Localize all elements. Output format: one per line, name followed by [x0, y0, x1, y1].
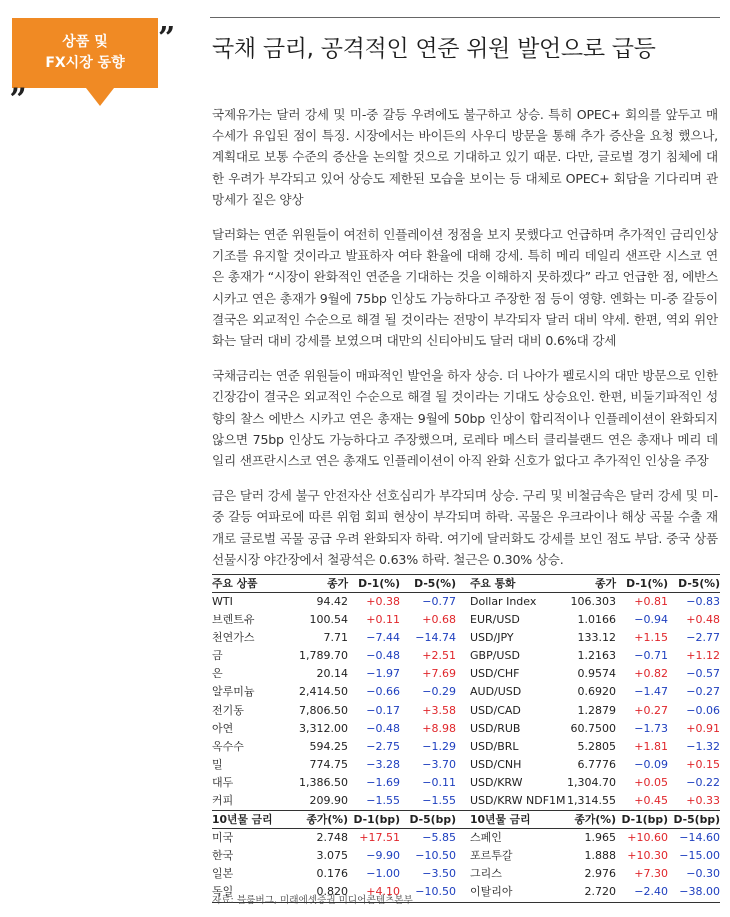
- section-badge: [10, 18, 176, 106]
- article-body: [212, 104, 718, 584]
- table-cell: +0.27: [634, 703, 668, 717]
- paragraph-commodities: 금은 달러 강세 불구 안전자산 선호심리가 부각되며 상승. 구리 및 비철금속은 달러 강세 및 미-중 갈등 여파로에 따른 위험 회피 현상이 부각되며 하락. 곡물은 우크라이나 해상 곡물 수출 재개로 글로벌 곡물 공급 우려 완화되자 하락. 여기에 달러화도 강세를 보인 점도 부담. 중국 상품선물시장 야간장에서 철광석은 0.63% 하락. 철근은 0.30% 상승.: [212, 488, 718, 567]
- table-cell: 3.075: [316, 849, 348, 863]
- table-cell: 브렌트유: [212, 613, 255, 627]
- table-cell: +7.69: [422, 667, 456, 681]
- table-cell: 종가: [327, 577, 348, 590]
- table-cell: +10.60: [627, 831, 668, 845]
- table-cell: 한국: [212, 849, 234, 863]
- badge-line-1: 상품 및: [62, 34, 108, 50]
- table-cell: 종가(%): [574, 813, 616, 827]
- table-cell: +0.11: [366, 613, 400, 627]
- table-cell: D-5(bp): [409, 813, 456, 827]
- table-cell: 미국: [212, 831, 234, 845]
- table-cell: 1,304.70: [567, 775, 616, 789]
- table-cell: −0.22: [686, 775, 720, 789]
- table-cell: +0.91: [686, 721, 720, 735]
- table-cell: 7,806.50: [299, 703, 348, 717]
- table-cell: 주요 통화: [470, 577, 516, 590]
- table-cell: −0.27: [686, 685, 720, 699]
- table-cell: 일본: [212, 867, 234, 881]
- table-cell: −0.77: [422, 595, 456, 608]
- table-cell: 알루미늄: [212, 685, 255, 699]
- table-cell: −0.17: [366, 703, 400, 717]
- table-cell: 2.748: [316, 831, 348, 845]
- table-cell: 100.54: [309, 613, 348, 627]
- table-cell: D-5(bp): [673, 813, 720, 827]
- table-cell: +2.51: [422, 649, 456, 663]
- table-cell: 133.12: [577, 631, 616, 645]
- table-cell: +0.45: [634, 794, 668, 808]
- table-cell: +17.51: [359, 831, 400, 845]
- table-cell: −0.94: [634, 613, 668, 627]
- table-cell: −3.28: [366, 757, 400, 771]
- table-cell: 1.965: [584, 831, 616, 845]
- table-cell: 20.14: [316, 667, 348, 681]
- table-row: [212, 665, 720, 683]
- table-cell: 3,312.00: [299, 721, 348, 735]
- table-cell: 종가(%): [306, 813, 348, 827]
- table-cell: 1.888: [584, 849, 616, 863]
- table-cell: −1.55: [422, 794, 456, 808]
- table-cell: −1.97: [366, 667, 400, 681]
- table-row: [212, 629, 720, 647]
- table-cell: 1.0166: [577, 613, 616, 627]
- table-cell: WTI: [212, 595, 233, 608]
- table-cell: −1.55: [366, 794, 400, 808]
- table-cell: 금: [212, 649, 223, 663]
- table-cell: +10.30: [627, 849, 668, 863]
- table-cell: 5.2805: [577, 739, 616, 753]
- table-cell: 대두: [212, 775, 234, 789]
- table-row: [212, 702, 720, 720]
- table-cell: +1.15: [634, 631, 668, 645]
- table-cell: +1.12: [686, 649, 720, 663]
- table-cell: +0.82: [634, 667, 668, 681]
- table-cell: D-1(%): [358, 577, 400, 590]
- table-cell: 이탈리아: [470, 885, 513, 899]
- table-cell: −1.32: [686, 739, 720, 753]
- table-cell: −0.11: [422, 775, 456, 789]
- bond-header-row: [212, 810, 720, 829]
- table-cell: 은: [212, 667, 223, 681]
- table-cell: +0.81: [634, 595, 668, 608]
- table-cell: +8.98: [422, 721, 456, 735]
- table-cell: 0.6920: [577, 685, 616, 699]
- table-cell: 94.42: [316, 595, 348, 608]
- table-row: [212, 611, 720, 629]
- table-cell: D-1(%): [626, 577, 668, 590]
- table-cell: 천연가스: [212, 631, 255, 645]
- table-cell: +0.33: [686, 794, 720, 808]
- table-header-row: [212, 574, 720, 593]
- table-cell: 106.303: [570, 595, 616, 608]
- table-cell: 2.720: [584, 885, 616, 899]
- table-cell: D-5(%): [678, 577, 720, 590]
- table-cell: 그리스: [470, 867, 502, 881]
- table-row: [212, 792, 720, 810]
- table-row: [212, 756, 720, 774]
- badge-line-2: FX시장 동향: [45, 55, 125, 71]
- source-note: 자료: 블룸버그, 미래에셋증권 미디어콘텐츠본부: [212, 895, 413, 906]
- table-cell: 주요 상품: [212, 577, 258, 590]
- table-cell: −3.50: [422, 867, 456, 881]
- table-cell: −2.77: [686, 631, 720, 645]
- table-cell: EUR/USD: [470, 613, 520, 627]
- badge-speech-tail: [86, 88, 114, 106]
- table-cell: −0.09: [634, 757, 668, 771]
- paragraph-dollar: 달러화는 연준 위원들이 여전히 인플레이션 정점을 보지 못했다고 언급하며 추가적인 금리인상 기조를 유지할 것이라고 발표하자 여타 환율에 대해 강세. 특히 메리 데일리 샌프란 시스코 연은 총재가 “시장이 완화적인 연준을 기대하는 것을 이해하지 못하겠다” 라고 언급한 점, 에반스 시카고 연은 총재가 9월에 75bp 인상도 가능하다고 주장한 점 등이 영향. 엔화는 미-중 갈등이 결국은 외교적인 수순으로 해결 될 것이라는 전망이 부각되자 달러 대비 약세. 한편, 역외 위안화는 달러 대비 강세를 보였으며 대만의 신티아비도 달러 대비 0.6%대 강세: [212, 227, 718, 349]
- open-quote-mark: „: [10, 65, 28, 100]
- table-cell: −38.00: [679, 885, 720, 899]
- table-cell: 7.71: [323, 631, 348, 645]
- table-cell: 10년물 금리: [470, 813, 531, 827]
- close-quote-mark: ”: [158, 21, 176, 56]
- table-cell: −15.00: [679, 849, 720, 863]
- table-cell: USD/RUB: [470, 721, 521, 735]
- table-cell: 1.2163: [577, 649, 616, 663]
- table-cell: −1.47: [634, 685, 668, 699]
- table-cell: −0.83: [686, 595, 720, 608]
- table-cell: 1,789.70: [299, 649, 348, 663]
- table-cell: −1.00: [366, 867, 400, 881]
- table-cell: USD/CNH: [470, 757, 522, 771]
- table-row: [212, 593, 720, 611]
- table-cell: 10년물 금리: [212, 813, 273, 827]
- table-cell: −1.73: [634, 721, 668, 735]
- table-cell: +0.38: [366, 595, 400, 608]
- table-cell: +0.48: [686, 613, 720, 627]
- table-row: [212, 865, 720, 883]
- table-cell: 1.2879: [577, 703, 616, 717]
- table-cell: 2.976: [584, 867, 616, 881]
- table-cell: +4.10: [366, 885, 400, 899]
- table-cell: 종가: [595, 577, 616, 590]
- table-row: [212, 774, 720, 792]
- table-cell: −1.69: [366, 775, 400, 789]
- table-cell: 594.25: [309, 739, 348, 753]
- table-cell: −0.66: [366, 685, 400, 699]
- table-row: [212, 683, 720, 701]
- table-cell: 774.75: [309, 757, 348, 771]
- table-cell: 독일: [212, 885, 234, 899]
- table-cell: USD/CAD: [470, 703, 521, 717]
- table-cell: 전기동: [212, 703, 244, 717]
- table-cell: D-5(%): [414, 577, 456, 590]
- badge-label: [12, 32, 158, 74]
- table-row: [212, 829, 720, 847]
- table-cell: +1.81: [634, 739, 668, 753]
- table-cell: 0.176: [316, 867, 348, 881]
- table-cell: +0.05: [634, 775, 668, 789]
- market-table: [212, 574, 720, 903]
- table-cell: AUD/USD: [470, 685, 522, 699]
- table-cell: USD/KRW: [470, 775, 523, 789]
- table-row: [212, 847, 720, 865]
- table-cell: D-1(bp): [621, 813, 668, 827]
- table-cell: 밀: [212, 757, 223, 771]
- table-cell: 스페인: [470, 831, 502, 845]
- table-cell: 1,386.50: [299, 775, 348, 789]
- table-cell: −0.57: [686, 667, 720, 681]
- table-cell: −5.85: [422, 831, 456, 845]
- table-cell: −2.75: [366, 739, 400, 753]
- table-row: [212, 738, 720, 756]
- table-cell: Dollar Index: [470, 595, 537, 608]
- table-cell: −2.40: [634, 885, 668, 899]
- table-cell: 2,414.50: [299, 685, 348, 699]
- table-cell: +7.30: [634, 867, 668, 881]
- table-cell: −10.50: [415, 849, 456, 863]
- table-cell: USD/CHF: [470, 667, 520, 681]
- table-cell: −14.60: [679, 831, 720, 845]
- table-cell: −0.71: [634, 649, 668, 663]
- table-cell: 포르투갈: [470, 849, 513, 863]
- table-cell: −0.06: [686, 703, 720, 717]
- table-cell: +0.15: [686, 757, 720, 771]
- table-cell: 6.7776: [577, 757, 616, 771]
- table-cell: D-1(bp): [353, 813, 400, 827]
- table-cell: GBP/USD: [470, 649, 520, 663]
- table-cell: −7.44: [366, 631, 400, 645]
- title-rule: [210, 17, 720, 18]
- table-cell: USD/KRW NDF1M: [470, 794, 566, 808]
- table-cell: −0.48: [366, 721, 400, 735]
- paragraph-oil: 국제유가는 달러 강세 및 미-중 갈등 우려에도 불구하고 상승. 특히 OPEC+ 회의를 앞두고 매수세가 유입된 점이 특징. 시장에서는 바이든의 사우디 방문을 통해 추가 증산을 요청 했으나, 계획대로 보통 수준의 증산을 논의할 것으로 기대하고 있기 때문. 다만, 글로벌 경기 침체에 대한 우려가 부각되고 있어 상승도 제한된 모습을 보이는 등 대체로 OPEC+ 회담을 기다리며 관망세가 짙은 양상: [212, 107, 718, 207]
- table-cell: −1.29: [422, 739, 456, 753]
- table-cell: 209.90: [309, 794, 348, 808]
- table-cell: −14.74: [415, 631, 456, 645]
- table-cell: −0.48: [366, 649, 400, 663]
- table-cell: −0.29: [422, 685, 456, 699]
- table-cell: USD/BRL: [470, 739, 519, 753]
- table-cell: 60.7500: [570, 721, 616, 735]
- table-cell: 0.9574: [577, 667, 616, 681]
- table-row: [212, 647, 720, 665]
- page-title: 국채 금리, 공격적인 연준 위원 발언으로 급등: [212, 36, 656, 62]
- table-cell: 아연: [212, 721, 234, 735]
- table-row: [212, 720, 720, 738]
- table-cell: +3.58: [422, 703, 456, 717]
- table-cell: 옥수수: [212, 739, 244, 753]
- table-cell: −3.70: [422, 757, 456, 771]
- table-cell: 1,314.55: [567, 794, 616, 808]
- table-cell: 커피: [212, 794, 234, 808]
- table-cell: −0.30: [686, 867, 720, 881]
- table-cell: USD/JPY: [470, 631, 514, 645]
- table-cell: 0.820: [316, 885, 348, 899]
- table-cell: −9.90: [366, 849, 400, 863]
- table-cell: +0.68: [422, 613, 456, 627]
- paragraph-bonds: 국채금리는 연준 위원들이 매파적인 발언을 하자 상승. 더 나아가 펠로시의 대만 방문으로 인한 긴장감이 결국은 외교적인 수순으로 해결 될 것이라는 기대도 상승요인. 한편, 비둘기파적인 성향의 찰스 에반스 시카고 연은 총재는 9월에 50bp 인상이 합리적이나 인플레이션이 완화되지 않으면 75bp 인상도 가능하다고 주장했으며, 로레타 메스터 클리블랜드 연은 총재나 메리 데일리 샌프란시스코 연은 총재도 인플레이션이 아직 완화 신호가 없다고 추가적인 인상을 주장: [212, 368, 718, 469]
- table-cell: −10.50: [415, 885, 456, 899]
